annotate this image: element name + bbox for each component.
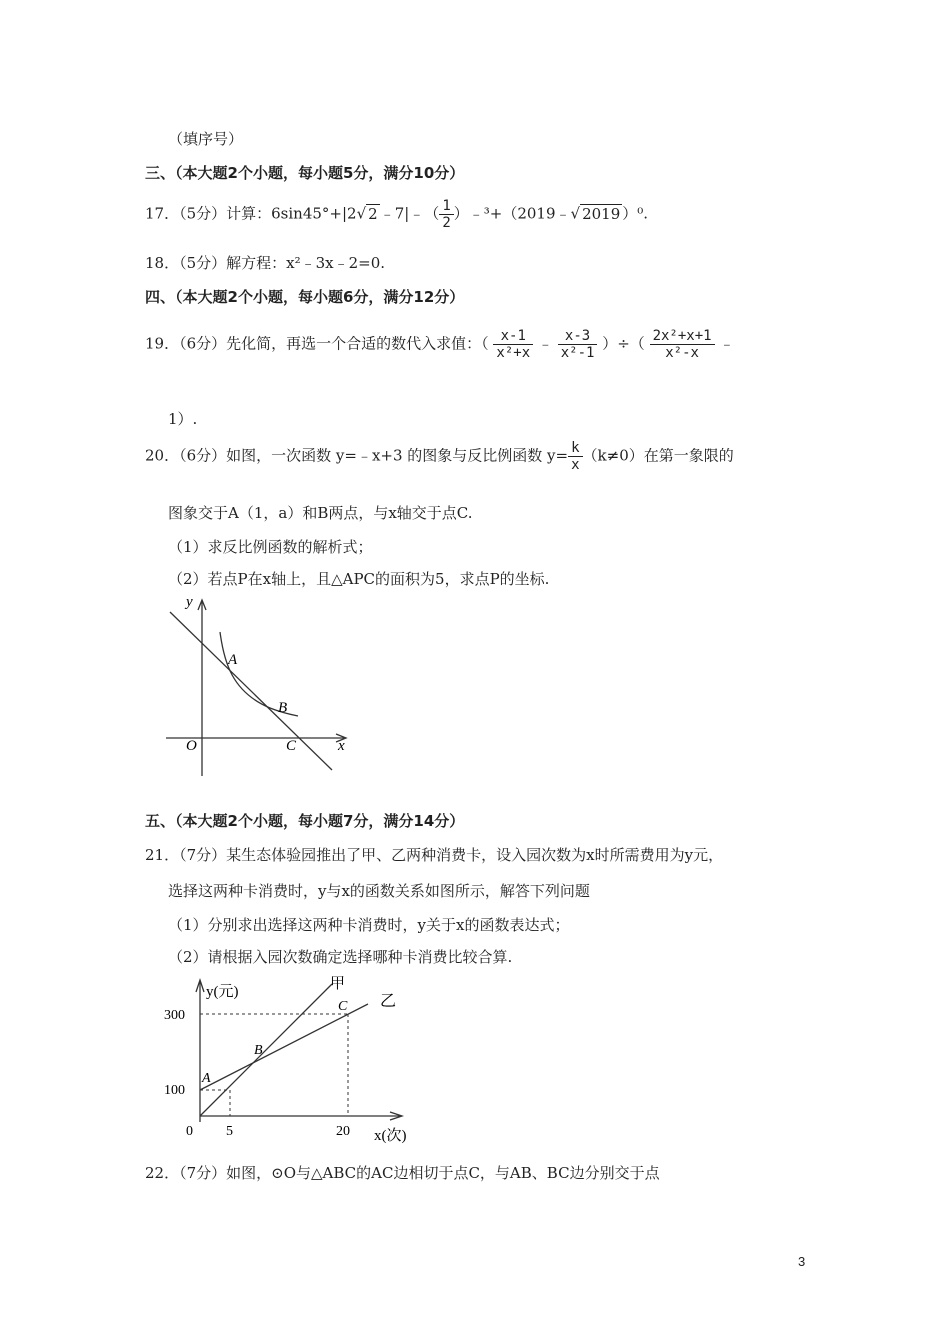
q20-frac-num: k [568,440,582,457]
q21-y-label: y(元) [206,984,239,1000]
page-number: 3 [798,1254,806,1269]
q20-label-b: B [278,700,288,716]
question-20-part2: （2）若点P在x轴上，且△APC的面积为5，求点P的坐标. [168,570,550,588]
q20-text-a: 20．（6分）如图，一次函数 y=﹣x+3 的图象与反比例函数 y= [145,446,569,465]
q21-tick-5: 5 [226,1124,233,1139]
q21-line-jia [200,984,332,1116]
q21-tick-0: 0 [186,1124,193,1139]
q19-fraction-3 [650,328,715,361]
q19-f1-num: x-1 [493,328,533,345]
q21-tick-20: 20 [336,1124,350,1139]
q17-sqrt-2019: 2019 [582,204,621,223]
q17-frac-den: 2 [442,215,451,231]
q17-fraction [439,198,453,231]
q19-f2-num: x-3 [558,328,598,345]
q21-point-c: C [338,999,348,1014]
q19-op-2: ）÷（ [602,334,645,353]
q19-text-a: 19．（6分）先化简，再选一个合适的数代入求值：（ [145,334,489,353]
q21-label-yi: 乙 [380,993,397,1010]
q20-label-a: A [228,652,238,668]
section-5-heading: 五、（本大题2个小题，每小题7分，满分14分） [145,812,465,830]
q19-f3-num: 2x²+x+1 [650,328,715,345]
q20-label-y: y [186,594,193,610]
section-3-heading: 三、（本大题2个小题，每小题5分，满分10分） [145,164,465,182]
q21-tick-300: 300 [164,1008,185,1023]
q20-fraction [568,440,582,473]
question-21-part1: （1）分别求出选择这两种卡消费时，y关于x的函数表达式； [168,916,570,934]
question-17: 17．（5分）计算：6sin45°+|2√ 2 ﹣7|﹣（ $\frac{1}{2}$ ）﹣³+（2019﹣√ 2019 ）⁰. [145,198,649,231]
q17-text-b: ﹣7|﹣（ [379,204,440,223]
question-21-line2: 选择这两种卡消费时，y与x的函数关系如图所示，解答下列问题 [168,882,590,900]
q20-label-origin: O [186,738,197,754]
q19-op-3: ﹣ [719,334,735,353]
question-18: 18．（5分）解方程：x²﹣3x﹣2=0. [145,254,386,272]
q21-figure [160,972,430,1152]
q19-fraction-1 [493,328,533,361]
question-21-part2: （2）请根据入园次数确定选择哪种卡消费比较合算. [168,948,513,966]
q21-point-b: B [254,1043,263,1058]
q17-text-c: ）﹣³+（2019﹣ [453,204,571,223]
question-22: 22．（7分）如图，⊙O与△ABC的AC边相切于点C，与AB、BC边分别交于点 [145,1164,660,1182]
q20-frac-den: x [571,457,580,473]
q19-continuation: 1）. [168,410,198,428]
q19-fraction-2 [558,328,598,361]
q17-text-d: ）⁰. [622,204,649,223]
question-20-line2: 图象交于A（1，a）和B两点，与x轴交于点C. [168,504,473,522]
q19-f3-den: x²-x [665,345,699,361]
q17-sqrt-2: 2 [368,204,378,223]
q20-label-x: x [338,738,345,754]
question-20-part1: （1）求反比例函数的解析式； [168,538,373,556]
q21-line-yi [200,1004,368,1090]
q19-op-1: ﹣ [537,334,553,353]
q21-tick-100: 100 [164,1083,185,1098]
q19-f1-den: x²+x [496,345,531,361]
q20-label-c: C [286,738,297,754]
fill-number-hint: （填序号） [168,130,244,148]
question-19 [145,328,734,361]
q20-figure [160,592,360,782]
question-21-line1: 21．（7分）某生态体验园推出了甲、乙两种消费卡，设入园次数为x时所需费用为y元， [145,846,724,864]
q19-f2-den: x²-1 [560,345,595,361]
q21-label-jia: 甲 [330,976,346,992]
q21-x-label: x(次) [374,1128,407,1144]
q17-frac-num: 1 [439,198,453,215]
q20-text-b: （k≠0）在第一象限的 [582,446,734,465]
q21-point-a: A [202,1071,211,1086]
section-4-heading: 四、（本大题2个小题，每小题6分，满分12分） [145,288,465,306]
question-20-line1 [145,440,734,473]
q17-text-a: 17．（5分）计算：6sin45°+|2 [145,204,357,223]
